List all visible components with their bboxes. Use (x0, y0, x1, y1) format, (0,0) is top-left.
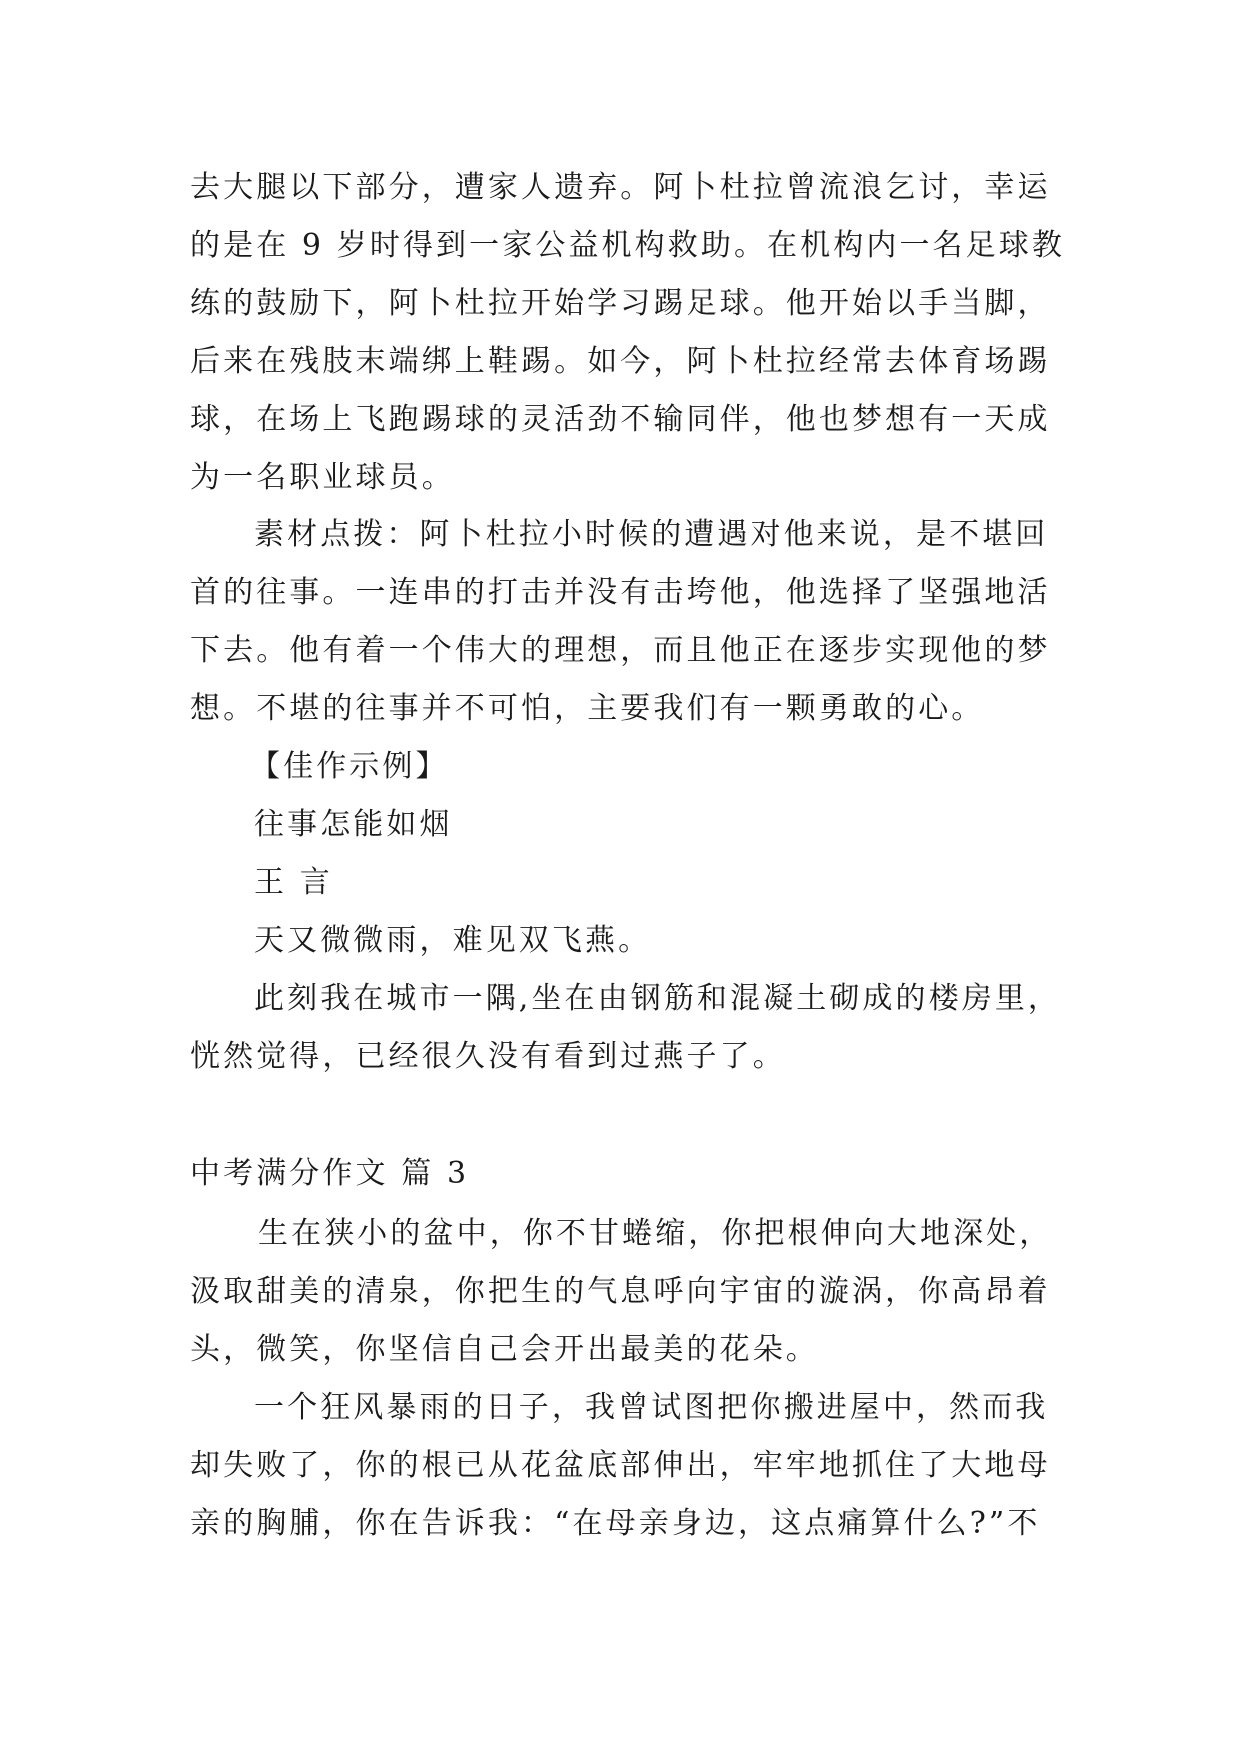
essay-author: 王 言 (254, 865, 333, 900)
paragraph-line: 后来在残肢末端绑上鞋踢。如今，阿卜杜拉经常去体育场踢 (190, 344, 1051, 379)
paragraph-line: 一个狂风暴雨的日子，我曾试图把你搬进屋中，然而我 (254, 1390, 1049, 1425)
paragraph-line: 练的鼓励下，阿卜杜拉开始学习踢足球。他开始以手当脚， (190, 286, 1051, 321)
paragraph-line: 头，微笑，你坚信自己会开出最美的花朵。 (190, 1332, 819, 1367)
paragraph-line: 去大腿以下部分，遭家人遗弃。阿卜杜拉曾流浪乞讨，幸运 (190, 170, 1051, 205)
paragraph-line: 为一名职业球员。 (190, 460, 455, 495)
section-heading: 【佳作示例】 (250, 749, 449, 784)
paragraph-line: 下去。他有着一个伟大的理想，而且他正在逐步实现他的梦 (190, 633, 1051, 668)
paragraph-line: 天又微微雨，难见双飞燕。 (254, 923, 652, 958)
paragraph-line: 球，在场上飞跑踢球的灵活劲不输同伴，他也梦想有一天成 (190, 402, 1051, 437)
section-title: 中考满分作文 篇 3 (190, 1156, 470, 1191)
essay-title: 往事怎能如烟 (254, 807, 453, 842)
paragraph-line: 生在狭小的盆中，你不甘蜷缩，你把根伸向大地深处， (258, 1216, 1053, 1251)
paragraph-line: 却失败了，你的根已从花盆底部伸出，牢牢地抓住了大地母 (190, 1448, 1051, 1483)
paragraph-line: 此刻我在城市一隅,坐在由钢筋和混凝土砌成的楼房里， (254, 981, 1062, 1016)
paragraph-line: 汲取甜美的清泉，你把生的气息呼向宇宙的漩涡，你高昂着 (190, 1274, 1051, 1309)
paragraph-line: 亲的胸脯，你在告诉我：“在母亲身边，这点痛算什么?”不 (190, 1506, 1041, 1541)
paragraph-line: 首的往事。一连串的打击并没有击垮他，他选择了坚强地活 (190, 575, 1051, 610)
paragraph-line: 恍然觉得，已经很久没有看到过燕子了。 (190, 1039, 786, 1074)
paragraph-line: 素材点拨：阿卜杜拉小时候的遭遇对他来说，是不堪回 (254, 517, 1049, 552)
paragraph-line: 的是在 9 岁时得到一家公益机构救助。在机构内一名足球教 (190, 228, 1065, 263)
paragraph-line: 想。不堪的往事并不可怕，主要我们有一颗勇敢的心。 (190, 691, 985, 726)
